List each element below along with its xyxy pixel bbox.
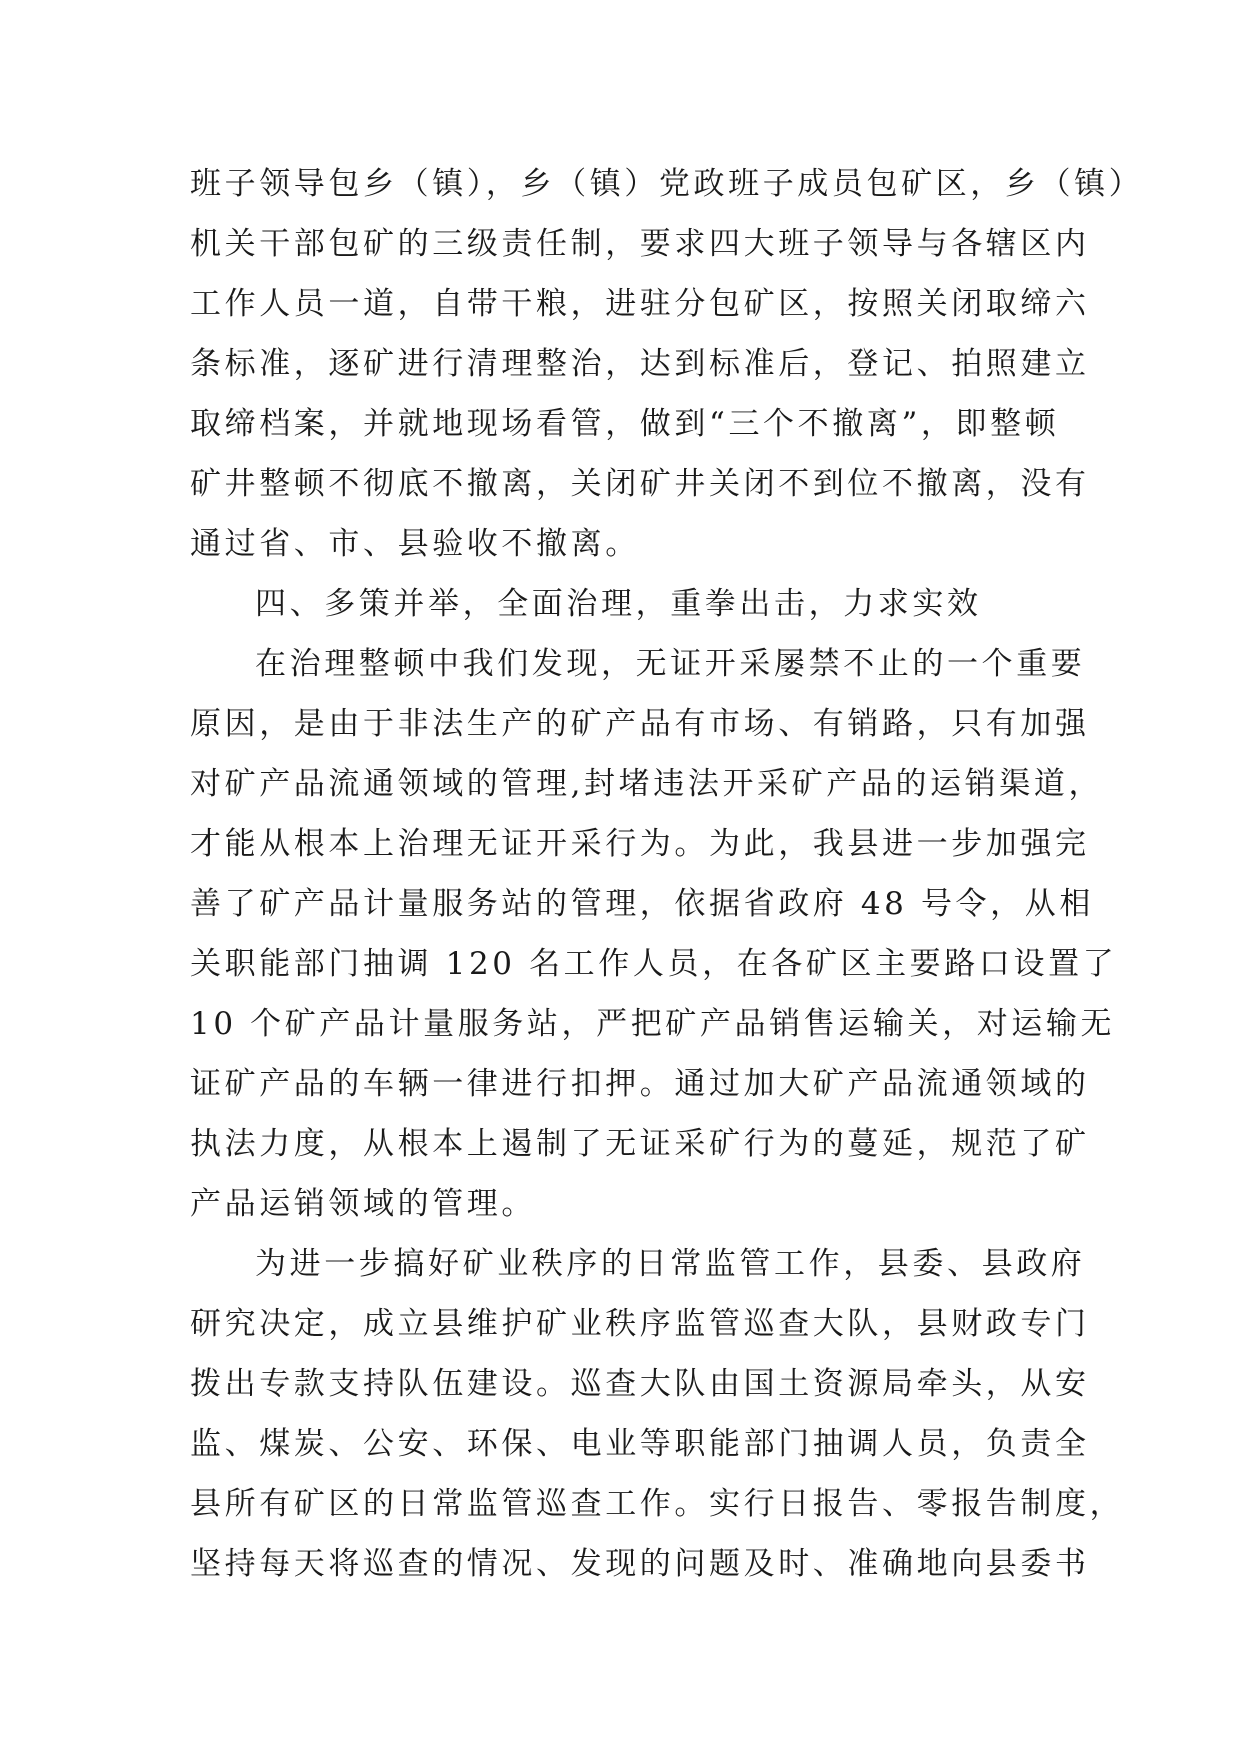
paragraph-responsibility bbox=[190, 154, 1144, 574]
text-line: 执法力度，从根本上遏制了无证采矿行为的蔓延，规范了矿 bbox=[190, 1126, 1090, 1162]
text-line: 在治理整顿中我们发现，无证开采屡禁不止的一个重要 bbox=[255, 646, 1086, 682]
section-heading: 四、多策并举，全面治理，重拳出击，力求实效 bbox=[255, 586, 982, 622]
paragraph-supervision bbox=[190, 1234, 1125, 1594]
text-line: 善了矿产品计量服务站的管理，依据省政府 48 号令，从相 bbox=[190, 886, 1094, 922]
text-line: 证矿产品的车辆一律进行扣押。通过加大矿产品流通领域的 bbox=[190, 1066, 1090, 1102]
text-line: 对矿产品流通领域的管理,封堵违法开采矿产品的运销渠道， bbox=[190, 766, 1104, 802]
text-line: 工作人员一道，自带干粮，进驻分包矿区，按照关闭取缔六 bbox=[190, 286, 1090, 322]
text-line: 通过省、市、县验收不撤离。 bbox=[190, 526, 640, 562]
paragraph-circulation bbox=[190, 634, 1118, 1234]
text-line: 取缔档案，并就地现场看管，做到“三个不撤离”，即整顿 bbox=[190, 406, 1060, 442]
text-line: 班子领导包乡（镇），乡（镇）党政班子成员包矿区，乡（镇） bbox=[190, 166, 1144, 202]
text-line: 原因，是由于非法生产的矿产品有市场、有销路，只有加强 bbox=[190, 706, 1090, 742]
text-line: 坚持每天将巡查的情况、发现的问题及时、准确地向县委书 bbox=[190, 1546, 1090, 1582]
text-line: 县所有矿区的日常监管巡查工作。实行日报告、零报告制度， bbox=[190, 1486, 1125, 1522]
text-line: 才能从根本上治理无证开采行为。为此，我县进一步加强完 bbox=[190, 826, 1090, 862]
document-body bbox=[190, 154, 1144, 1594]
text-line: 矿井整顿不彻底不撤离，关闭矿井关闭不到位不撤离，没有 bbox=[190, 466, 1090, 502]
text-line: 研究决定，成立县维护矿业秩序监管巡查大队，县财政专门 bbox=[190, 1306, 1090, 1342]
text-line: 产品运销领域的管理。 bbox=[190, 1186, 536, 1222]
text-line: 10 个矿产品计量服务站，严把矿产品销售运输关，对运输无 bbox=[190, 1006, 1116, 1042]
text-line: 拨出专款支持队伍建设。巡查大队由国土资源局牵头，从安 bbox=[190, 1366, 1090, 1402]
text-line: 条标准，逐矿进行清理整治，达到标准后，登记、拍照建立 bbox=[190, 346, 1090, 382]
text-line: 为进一步搞好矿业秩序的日常监管工作，县委、县政府 bbox=[255, 1246, 1086, 1282]
text-line: 关职能部门抽调 120 名工作人员，在各矿区主要路口设置了 bbox=[190, 946, 1118, 982]
text-line: 机关干部包矿的三级责任制，要求四大班子领导与各辖区内 bbox=[190, 226, 1090, 262]
text-line: 监、煤炭、公安、环保、电业等职能部门抽调人员，负责全 bbox=[190, 1426, 1090, 1462]
